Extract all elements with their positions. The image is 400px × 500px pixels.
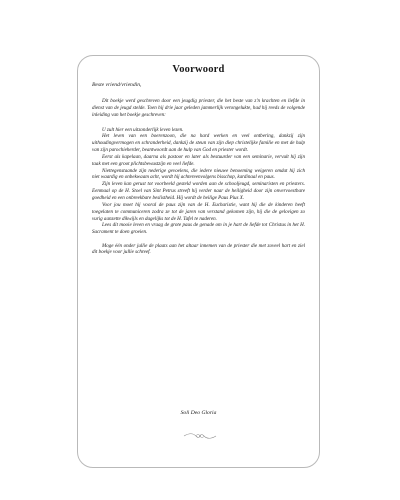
paragraph-life: Het leven van een boerenzoon, die na hard werken en veel ontbering, dankzij zijn uithoudingvermogen en schranderheid, dankzij de steun van zijn diep christelijke familie en met de hulp van zijn parochieherder, beantwoordt aan de hulp van God en priester wordt. — [92, 133, 305, 154]
closing-motto: Soli Deo Gloria — [180, 410, 217, 416]
paragraph-eucharist: Voor jou moet hij vooral de paus zijn van de H. Eucharistie, want hij die de kinderen heeft toegelaten te communiceren zodra ze tot de jaren van verstand gekomen zijn, hij die de gelovigen zo vurig aanzette dikwijls en dagelijks tot de H. Tafel te naderen. — [92, 201, 305, 222]
page-title: Voorwoord — [172, 64, 225, 75]
paragraph-humility: Niettegenstaande zijn nederige gevoelens, die iedere nieuwe benoeming weigeren omdat hij zich niet waardig en onbekwaam acht, wordt hij achtereenvolgens bisschop, kardinaal en paus. — [92, 167, 305, 181]
paragraph-career: Eerst als kapelaan, daarna als pastoor en later als bestuurder van een seminarie, vervult hij zijn taak met een groot plichtsbewustzijn en veel liefde. — [92, 153, 305, 167]
letter-body — [92, 98, 305, 263]
intro-paragraph: Dit boekje werd geschreven door een jeugdig priester, die het beste van z'n krachten en liefde in dienst van de jeugd stelde. Toen hij drie jaar geleden jammerlijk verongelukte, had hij reeds de volgende inleiding van het boekje geschreven: — [92, 98, 305, 118]
page-card — [77, 55, 320, 468]
paragraph-wish: Moge één onder jullie de plaats aan het altaar innemen van de priester die met zoveel hart en ziel dit boekje voor jullie schreef. — [92, 242, 305, 256]
salutation: Beste vriend/vriendin, — [92, 82, 142, 88]
paragraph-example: Zijn leven kan gerust tot voorbeeld gesteld worden aan de schooljeugd, seminaristen en priesters. Eenmaal op de H. Stoel van Sint Petrus streeft hij verder naar de heiligheid door zijn onvervoestbare goedheid en een onbreekbare beslistheid. Hij wordt de heilige Paus Pius X. — [92, 181, 305, 201]
quote-opening: U zult hier een uitzonderlijk leven lezen. — [102, 126, 184, 133]
flourish-divider-icon — [183, 432, 217, 440]
paragraph-read: Lees dit mooie leven en vraag de grote paus de genade om in je hart de liefde tot Christus in het H. Sacrament te doen groeien. — [92, 222, 305, 236]
